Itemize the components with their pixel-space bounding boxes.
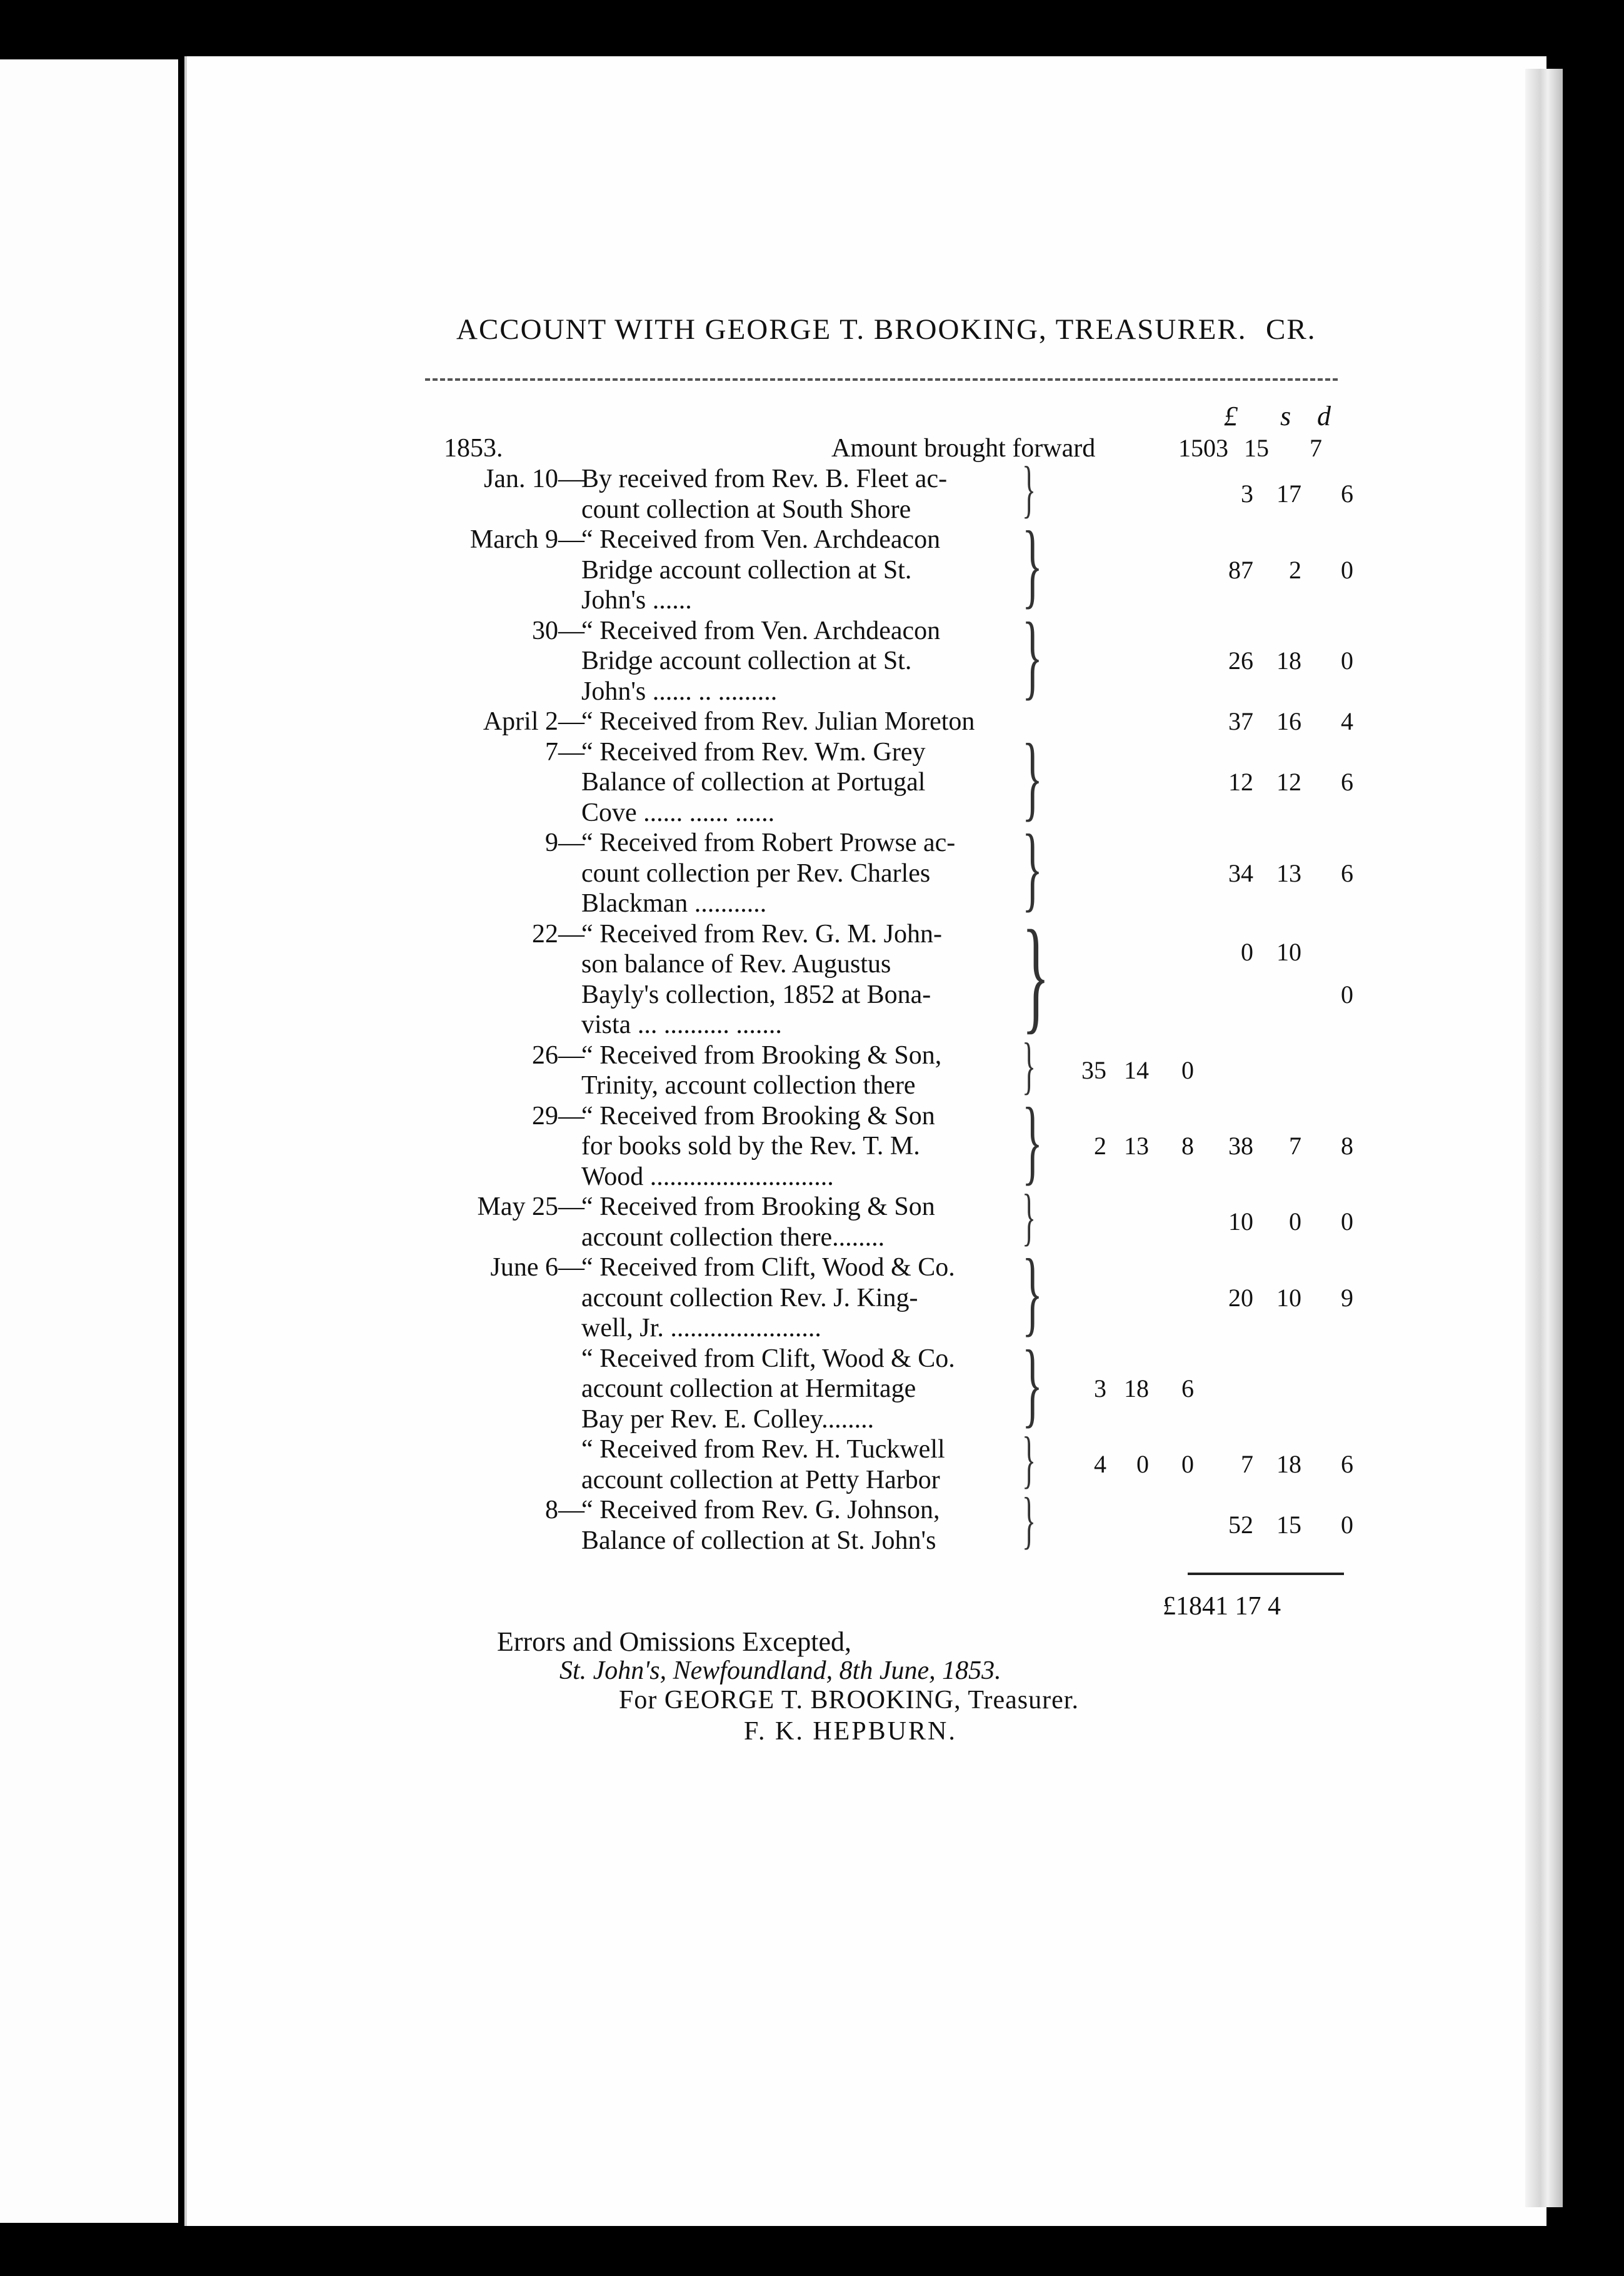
account-heading: ACCOUNT WITH GEORGE T. BROOKING, TREASURER. bbox=[456, 313, 1247, 346]
entry-subtotal-pence: 6 bbox=[1181, 1374, 1194, 1402]
entry-subtotal-pounds: 35 bbox=[1081, 1055, 1106, 1084]
entry-text-line: account collection Rev. J. King- bbox=[581, 1283, 918, 1312]
entry-text-line: “ Received from Rev. G. M. John- bbox=[581, 919, 942, 949]
year-label: 1853. bbox=[444, 434, 503, 463]
entry-amount-shillings: 17 bbox=[1276, 480, 1301, 508]
entry-amount-pence: 0 bbox=[1341, 555, 1353, 584]
entry-amount-pence: 0 bbox=[1341, 647, 1353, 675]
entry-text-line: John's ...... bbox=[581, 586, 692, 615]
entry-text-line: “ Received from Brooking & Son bbox=[581, 1192, 935, 1221]
entry-text-line: Cove ...... ...... ...... bbox=[581, 798, 775, 827]
grand-total: £1841 17 4 bbox=[1163, 1592, 1281, 1621]
entry-amount-shillings: 12 bbox=[1276, 768, 1301, 796]
entry-text-line: By received from Rev. B. Fleet ac- bbox=[581, 465, 948, 493]
entry-amount-pence: 4 bbox=[1341, 707, 1353, 735]
entry-amount-shillings: 13 bbox=[1276, 859, 1301, 887]
entry-date: 29— bbox=[532, 1101, 584, 1130]
entry-amount-pounds: 20 bbox=[1228, 1283, 1253, 1312]
entry-brace: } bbox=[1022, 1485, 1036, 1556]
entry-text-line: well, Jr. ....................... bbox=[581, 1314, 821, 1342]
credit-side-label: CR. bbox=[1266, 313, 1316, 346]
entry-amount-pence: 6 bbox=[1341, 768, 1353, 796]
entry-amount-pence: 6 bbox=[1341, 859, 1353, 887]
entry-text-line: “ Received from Brooking & Son, bbox=[581, 1040, 942, 1070]
entry-amount-pounds: 87 bbox=[1228, 555, 1253, 584]
entry-brace: } bbox=[1022, 1030, 1036, 1101]
brought-forward-pence: 7 bbox=[1310, 434, 1322, 462]
entry-text-line: “ Received from Rev. G. Johnson, bbox=[581, 1496, 940, 1524]
entry-text-line: Wood ............................ bbox=[581, 1162, 834, 1191]
entry-text-line: John's ...... .. ......... bbox=[581, 677, 778, 706]
entry-amount-pounds: 0 bbox=[1241, 937, 1253, 966]
total-rule bbox=[1188, 1573, 1344, 1575]
entry-amount-shillings: 18 bbox=[1276, 1450, 1301, 1479]
entry-text-line: “ Received from Robert Prowse ac- bbox=[581, 828, 956, 857]
entry-amount-shillings: 10 bbox=[1276, 937, 1301, 966]
entry-amount-pence: 6 bbox=[1341, 480, 1353, 508]
entry-amount-pounds: 34 bbox=[1228, 859, 1253, 887]
entry-amount-pence: 0 bbox=[1341, 980, 1353, 1009]
entry-text-line: Blackman ........... bbox=[581, 889, 767, 918]
entry-text-line: “ Received from Ven. Archdeacon bbox=[581, 525, 941, 554]
entry-amount-pounds: 3 bbox=[1241, 480, 1253, 508]
entry-amount-shillings: 2 bbox=[1289, 555, 1301, 584]
shillings-column-head: s bbox=[1280, 401, 1291, 431]
entry-text-line: account collection at Petty Harbor bbox=[581, 1465, 940, 1494]
entry-amount-pounds: 52 bbox=[1228, 1511, 1253, 1539]
pounds-column-head: £ bbox=[1224, 401, 1238, 431]
entry-subtotal-pence: 8 bbox=[1181, 1132, 1194, 1160]
entry-subtotal-shillings: 18 bbox=[1124, 1374, 1149, 1402]
entry-text-line: vista ... .......... ....... bbox=[581, 1010, 782, 1039]
entry-amount-pence: 8 bbox=[1341, 1132, 1353, 1160]
entry-brace: } bbox=[1022, 512, 1043, 618]
entry-date: March 9— bbox=[469, 525, 584, 554]
entry-text-line: “ Received from Clift, Wood & Co. bbox=[581, 1344, 955, 1373]
entry-amount-pounds: 37 bbox=[1228, 707, 1253, 735]
entry-brace: } bbox=[1022, 1424, 1036, 1495]
entry-brace: } bbox=[1022, 454, 1036, 525]
entry-text-line: count collection at South Shore bbox=[581, 495, 911, 524]
brought-forward-shillings: 15 bbox=[1244, 434, 1269, 462]
entry-amount-pence: 6 bbox=[1341, 1450, 1353, 1479]
entry-brace: } bbox=[1022, 1182, 1036, 1252]
entry-brace: } bbox=[1022, 815, 1043, 921]
entry-text-line: Bay per Rev. E. Colley........ bbox=[581, 1404, 875, 1434]
entry-text-line: Balance of collection at St. John's bbox=[581, 1526, 936, 1555]
entry-amount-shillings: 10 bbox=[1276, 1283, 1301, 1312]
entry-amount-shillings: 18 bbox=[1276, 647, 1301, 675]
entry-date: 8— bbox=[545, 1496, 584, 1524]
entry-date: 9— bbox=[545, 828, 584, 857]
entry-date: May 25— bbox=[477, 1192, 584, 1221]
entry-date: Jan. 10— bbox=[484, 465, 584, 493]
entry-amount-pounds: 12 bbox=[1228, 768, 1253, 796]
errors-omissions-note: Errors and Omissions Excepted, bbox=[497, 1626, 851, 1657]
entry-subtotal-shillings: 13 bbox=[1124, 1132, 1149, 1160]
pence-column-head: d bbox=[1317, 401, 1331, 431]
page-stack-edge bbox=[1525, 69, 1563, 2207]
entry-text-line: count collection per Rev. Charles bbox=[581, 859, 931, 888]
entry-date: June 6— bbox=[490, 1253, 584, 1282]
entry-text-line: “ Received from Clift, Wood & Co. bbox=[581, 1253, 955, 1282]
entry-subtotal-pence: 0 bbox=[1181, 1055, 1194, 1084]
entry-subtotal-shillings: 14 bbox=[1124, 1055, 1149, 1084]
entry-text-line: account collection at Hermitage bbox=[581, 1374, 916, 1403]
entry-subtotal-shillings: 0 bbox=[1136, 1450, 1149, 1479]
entry-date: 22— bbox=[532, 919, 584, 949]
entry-text-line: “ Received from Ven. Archdeacon bbox=[581, 616, 941, 645]
entry-text-line: son balance of Rev. Augustus bbox=[581, 950, 891, 979]
entry-text-line: “ Received from Rev. Wm. Grey bbox=[581, 737, 926, 767]
entry-text-line: Balance of collection at Portugal bbox=[581, 768, 926, 797]
heading-rule bbox=[425, 378, 1338, 381]
left-page-edge bbox=[0, 59, 178, 2223]
entry-text-line: “ Received from Rev. Julian Moreton bbox=[581, 707, 975, 736]
entry-text-line: for books sold by the Rev. T. M. bbox=[581, 1132, 920, 1161]
entry-amount-pence: 0 bbox=[1341, 1207, 1353, 1236]
entry-text-line: “ Received from Rev. H. Tuckwell bbox=[581, 1435, 945, 1464]
entry-text-line: account collection there........ bbox=[581, 1222, 885, 1252]
entry-amount-shillings: 7 bbox=[1289, 1132, 1301, 1160]
entry-amount-shillings: 15 bbox=[1276, 1511, 1301, 1539]
signer-name: F. K. HEPBURN. bbox=[744, 1717, 957, 1746]
entry-subtotal-pounds: 2 bbox=[1094, 1132, 1106, 1160]
entry-date: April 2— bbox=[483, 707, 584, 736]
entry-brace: } bbox=[1022, 904, 1050, 1045]
entry-date: 7— bbox=[545, 737, 584, 767]
entry-amount-shillings: 16 bbox=[1276, 707, 1301, 735]
entry-brace: } bbox=[1022, 1240, 1043, 1346]
entry-subtotal-pounds: 4 bbox=[1094, 1450, 1106, 1479]
brought-forward-pounds: 1503 bbox=[1178, 434, 1228, 462]
entry-brace: } bbox=[1022, 603, 1043, 709]
entry-subtotal-pence: 0 bbox=[1181, 1450, 1194, 1479]
treasurer-line: For GEORGE T. BROOKING, Treasurer. bbox=[619, 1686, 1079, 1715]
entry-text-line: Bridge account collection at St. bbox=[581, 647, 912, 675]
entry-amount-pounds: 10 bbox=[1228, 1207, 1253, 1236]
entry-amount-pounds: 7 bbox=[1241, 1450, 1253, 1479]
entry-amount-shillings: 0 bbox=[1289, 1207, 1301, 1236]
entry-date: 30— bbox=[532, 616, 584, 645]
entry-text-line: Trinity, account collection there bbox=[581, 1071, 916, 1100]
entry-date: 26— bbox=[532, 1040, 584, 1070]
entry-brace: } bbox=[1022, 724, 1043, 830]
entry-text-line: Bayly's collection, 1852 at Bona- bbox=[581, 980, 931, 1009]
entry-brace: } bbox=[1022, 1331, 1043, 1437]
entry-brace: } bbox=[1022, 1088, 1043, 1194]
place-date-line: St. John's, Newfoundland, 8th June, 1853. bbox=[559, 1656, 1001, 1685]
entry-text-line: “ Received from Brooking & Son bbox=[581, 1101, 935, 1130]
entry-subtotal-pounds: 3 bbox=[1094, 1374, 1106, 1402]
entry-amount-pounds: 26 bbox=[1228, 647, 1253, 675]
entry-amount-pence: 9 bbox=[1341, 1283, 1353, 1312]
entry-text-line: Bridge account collection at St. bbox=[581, 555, 912, 585]
entry-amount-pence: 0 bbox=[1341, 1511, 1353, 1539]
brought-forward-label: Amount brought forward bbox=[831, 434, 1096, 463]
entry-amount-pounds: 38 bbox=[1228, 1132, 1253, 1160]
